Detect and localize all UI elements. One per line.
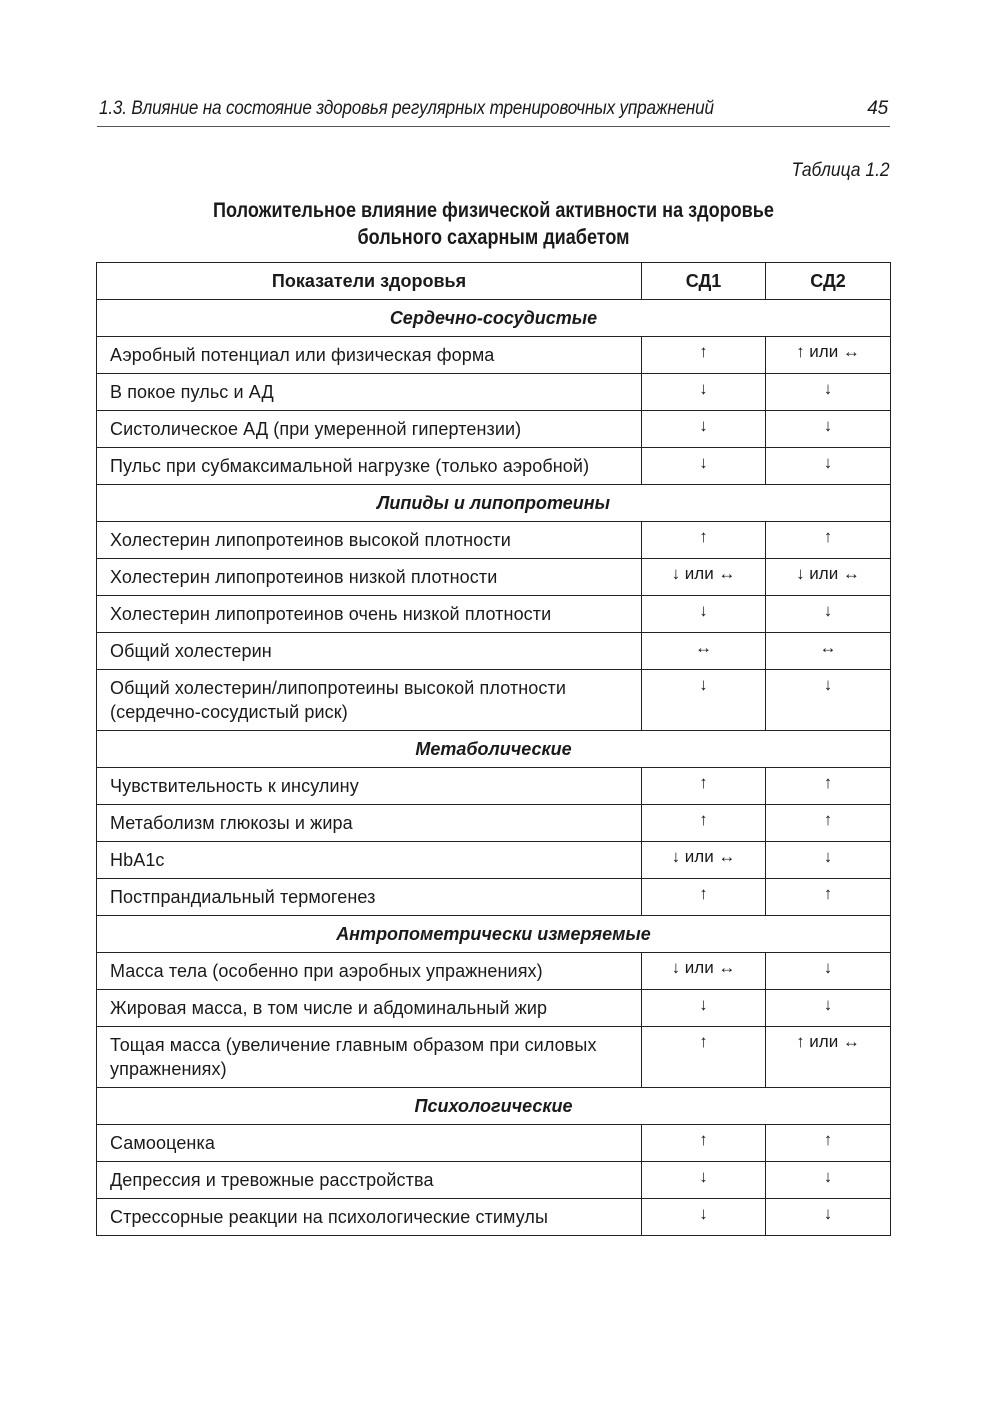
sd2-value-cell: ↑ или ↔ — [766, 337, 891, 374]
section-title: Сердечно-сосудистые — [97, 300, 891, 337]
sd1-value-cell: ↓ или ↔ — [642, 953, 766, 990]
sd1-value-cell: ↓ — [642, 990, 766, 1027]
sd2-value-cell: ↓ — [766, 670, 891, 731]
table-row — [97, 670, 891, 731]
sd1-value-cell: ↓ — [642, 1162, 766, 1199]
table-row — [97, 1027, 891, 1088]
table-row — [97, 768, 891, 805]
table-row — [97, 448, 891, 485]
sd1-value-cell: ↓ — [642, 1199, 766, 1236]
section-row — [97, 1088, 891, 1125]
sd1-value-cell: ↓ или ↔ — [642, 842, 766, 879]
section-row — [97, 300, 891, 337]
indicator-cell: Стрессорные реакции на психологические стимулы — [97, 1199, 642, 1236]
indicator-cell: Общий холестерин/липопротеины высокой плотности (сердечно-сосудистый риск) — [97, 670, 642, 731]
indicator-cell: Общий холестерин — [97, 633, 642, 670]
sd2-value-cell: ↓ — [766, 411, 891, 448]
sd2-value-cell: ↑ — [766, 805, 891, 842]
sd1-value-cell: ↑ — [642, 879, 766, 916]
sd1-value-cell: ↓ — [642, 411, 766, 448]
section-row — [97, 485, 891, 522]
sd2-value-cell: ↓ — [766, 374, 891, 411]
indicator-cell: Аэробный потенциал или физическая форма — [97, 337, 642, 374]
table-row — [97, 879, 891, 916]
indicator-cell: Систолическое АД (при умеренной гипертензии) — [97, 411, 642, 448]
sd1-value-cell: ↓ — [642, 670, 766, 731]
sd2-value-cell: ↓ — [766, 842, 891, 879]
sd1-value-cell: ↑ — [642, 805, 766, 842]
sd2-value-cell: ↔ — [766, 633, 891, 670]
header-sd1: СД1 — [642, 263, 766, 300]
table-row — [97, 522, 891, 559]
indicator-cell: Чувствительность к инсулину — [97, 768, 642, 805]
section-title: Психологические — [97, 1088, 891, 1125]
table-row — [97, 953, 891, 990]
indicator-cell: В покое пульс и АД — [97, 374, 642, 411]
indicator-cell: Тощая масса (увеличение главным образом при силовых упражнениях) — [97, 1027, 642, 1088]
sd1-value-cell: ↑ — [642, 337, 766, 374]
sd1-value-cell: ↓ — [642, 374, 766, 411]
indicator-cell: Метаболизм глюкозы и жира — [97, 805, 642, 842]
indicator-cell: Холестерин липопротеинов высокой плотности — [97, 522, 642, 559]
sd1-value-cell: ↑ — [642, 522, 766, 559]
table-row — [97, 559, 891, 596]
table-label: Таблица 1.2 — [791, 160, 890, 181]
table-caption — [97, 197, 890, 251]
indicator-cell: Постпрандиальный термогенез — [97, 879, 642, 916]
header-indicator: Показатели здоровья — [97, 263, 642, 300]
indicator-cell: Пульс при субмаксимальной нагрузке (только аэробной) — [97, 448, 642, 485]
table-row — [97, 805, 891, 842]
indicator-cell: Самооценка — [97, 1125, 642, 1162]
table-row — [97, 374, 891, 411]
indicator-cell: Жировая масса, в том числе и абдоминальный жир — [97, 990, 642, 1027]
section-row — [97, 731, 891, 768]
sd1-value-cell: ↓ — [642, 596, 766, 633]
sd1-value-cell: ↓ или ↔ — [642, 559, 766, 596]
table-caption-line-1: Положительное влияние физической активности на здоровье — [213, 199, 774, 222]
sd2-value-cell: ↓ — [766, 990, 891, 1027]
sd2-value-cell: ↓ — [766, 1199, 891, 1236]
sd2-value-cell: ↑ — [766, 768, 891, 805]
sd1-value-cell: ↑ — [642, 1027, 766, 1088]
table-row — [97, 633, 891, 670]
sd2-value-cell: ↓ — [766, 1162, 891, 1199]
indicator-cell: Холестерин липопротеинов очень низкой плотности — [97, 596, 642, 633]
section-title: Метаболические — [97, 731, 891, 768]
table-row — [97, 1199, 891, 1236]
table-row — [97, 596, 891, 633]
running-head — [97, 96, 890, 127]
table-row — [97, 411, 891, 448]
health-indicators-table — [96, 262, 891, 1236]
header-sd2: СД2 — [766, 263, 891, 300]
sd2-value-cell: ↑ — [766, 879, 891, 916]
table-header-row — [97, 263, 891, 300]
table-body — [97, 300, 891, 1236]
sd1-value-cell: ↑ — [642, 768, 766, 805]
indicator-cell: Холестерин липопротеинов низкой плотности — [97, 559, 642, 596]
indicator-cell: Депрессия и тревожные расстройства — [97, 1162, 642, 1199]
section-title: Липиды и липопротеины — [97, 485, 891, 522]
table-row — [97, 337, 891, 374]
section-row — [97, 916, 891, 953]
sd2-value-cell: ↓ — [766, 448, 891, 485]
indicator-cell: HbA1c — [97, 842, 642, 879]
sd2-value-cell: ↓ или ↔ — [766, 559, 891, 596]
section-title: Антропометрически измеряемые — [97, 916, 891, 953]
running-head-title: 1.3. Влияние на состояние здоровья регулярных тренировочных упражнений — [99, 98, 714, 119]
page-number: 45 — [867, 98, 888, 119]
sd2-value-cell: ↑ или ↔ — [766, 1027, 891, 1088]
sd1-value-cell: ↓ — [642, 448, 766, 485]
sd2-value-cell: ↑ — [766, 1125, 891, 1162]
sd2-value-cell: ↓ — [766, 953, 891, 990]
table-row — [97, 1125, 891, 1162]
sd2-value-cell: ↓ — [766, 596, 891, 633]
sd1-value-cell: ↔ — [642, 633, 766, 670]
table-row — [97, 990, 891, 1027]
sd2-value-cell: ↑ — [766, 522, 891, 559]
table-row — [97, 1162, 891, 1199]
indicator-cell: Масса тела (особенно при аэробных упражнениях) — [97, 953, 642, 990]
sd1-value-cell: ↑ — [642, 1125, 766, 1162]
table-row — [97, 842, 891, 879]
table-caption-line-2: больного сахарным диабетом — [357, 226, 630, 249]
